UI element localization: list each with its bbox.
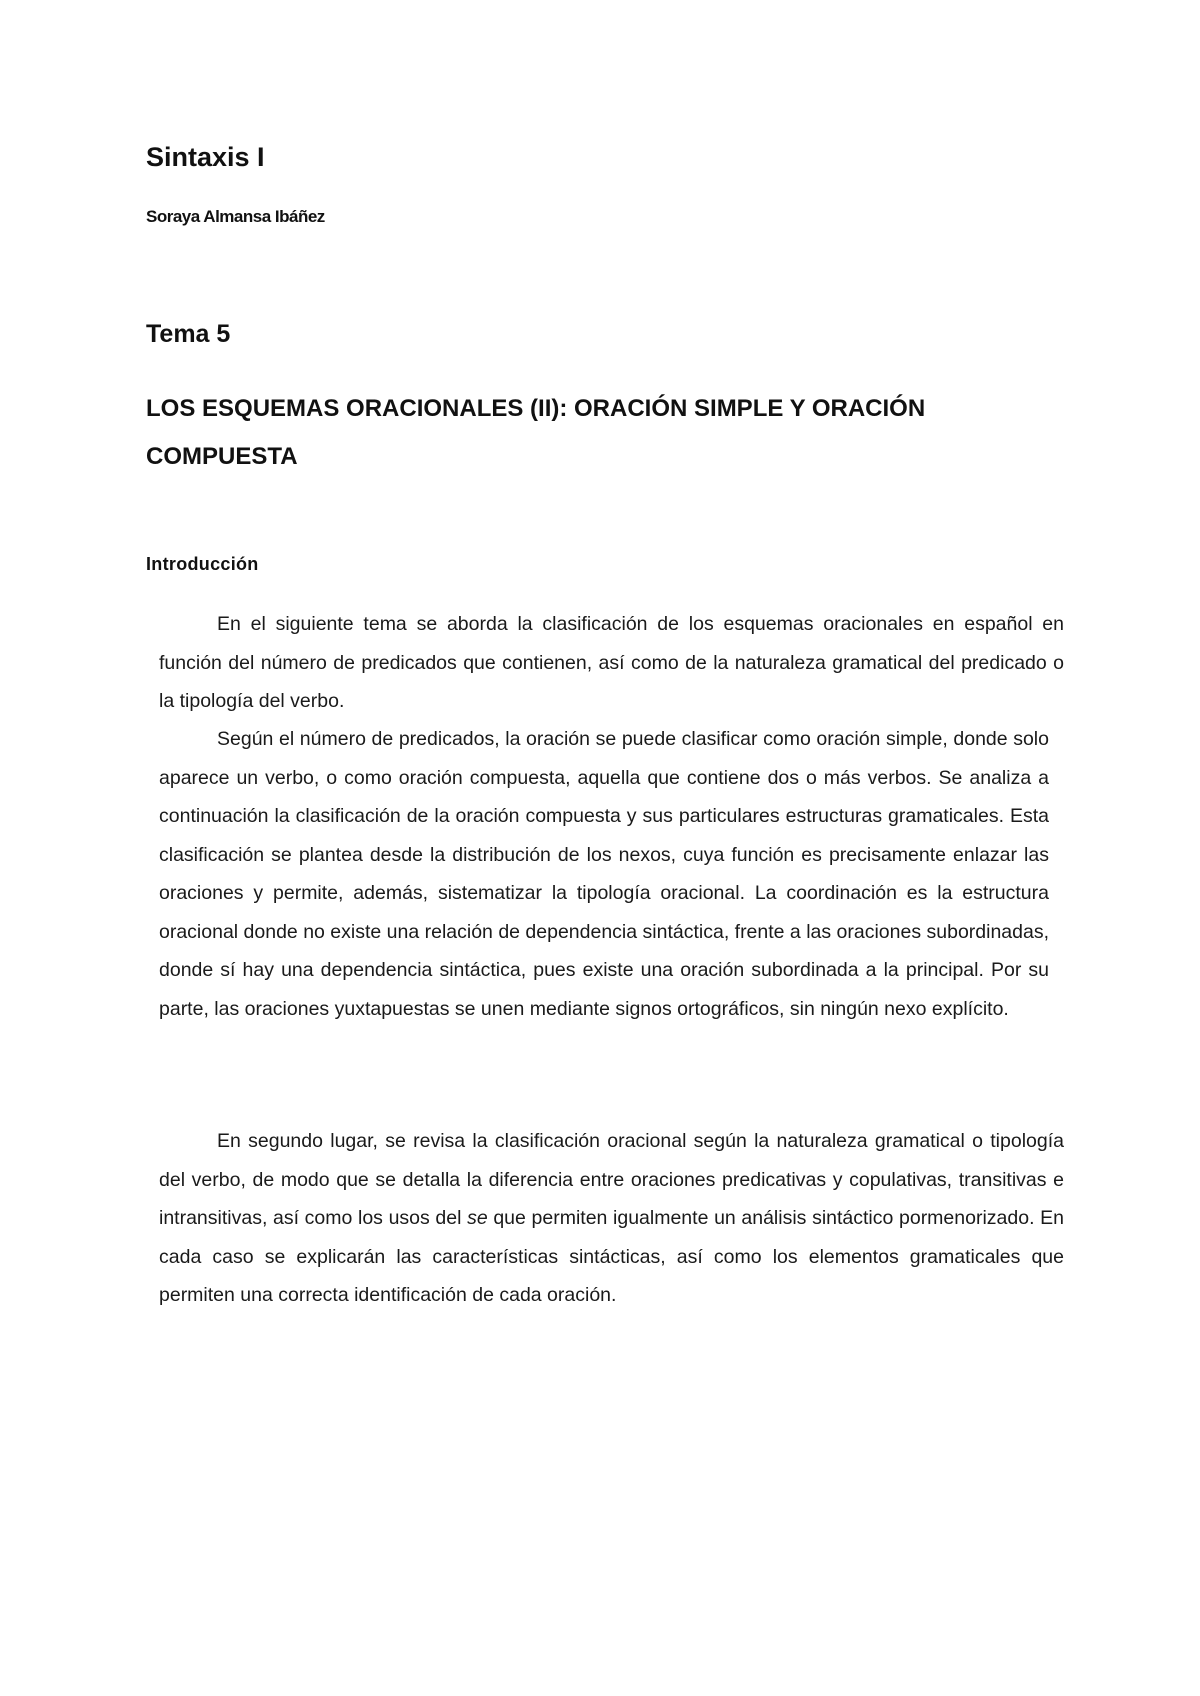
unit-title: Tema 5 xyxy=(146,320,231,348)
topic-title: LOS ESQUEMAS ORACIONALES (II): ORACIÓN SIMPLE Y ORACIÓN COMPUESTA xyxy=(146,395,926,470)
paragraph-3-text-a: En segundo lugar, se revisa la clasificación oracional según la naturaleza gramatical o tipología del verbo, de modo que se detalla la diferencia entre oraciones predicativas y copulativas, transitivas e intransitivas, así como los usos del xyxy=(159,1130,1064,1229)
paragraph-3-text-b: que permiten igualmente un análisis sintáctico pormenorizado. En cada caso se explicarán las características sintácticas, así como los elementos gramaticales que permiten una correcta identificación de cada oración. xyxy=(159,1207,1064,1306)
course-title: Sintaxis I xyxy=(146,142,265,172)
intro-paragraph-3 xyxy=(159,1122,1064,1315)
paragraph-3-italic-term: se xyxy=(467,1207,488,1229)
intro-paragraph-2: Según el número de predicados, la oración se puede clasificar como oración simple, donde solo aparece un verbo, o como oración compuesta, aquella que contiene dos o más verbos. Se analiza a continuación la clasificación de la oración compuesta y sus particulares estructuras gramaticales. Esta clasificación se plantea desde la distribución de los nexos, cuya función es precisamente enlazar las oraciones y permite, además, sistematizar la tipología oracional. La coordinación es la estructura oracional donde no existe una relación de dependencia sintáctica, frente a las oraciones subordinadas, donde sí hay una dependencia sintáctica, pues existe una oración subordinada a la principal. Por su parte, las oraciones yuxtapuestas se unen mediante signos ortográficos, sin ningún nexo explícito. xyxy=(159,728,1050,1020)
intro-paragraph-1: En el siguiente tema se aborda la clasificación de los esquemas oracionales en español en función del número de predicados que contienen, así como de la naturaleza gramatical del predicado o la tipología del verbo. xyxy=(159,613,1064,712)
section-heading: Introducción xyxy=(146,554,259,574)
author-name: Soraya Almansa Ibáñez xyxy=(146,207,325,226)
